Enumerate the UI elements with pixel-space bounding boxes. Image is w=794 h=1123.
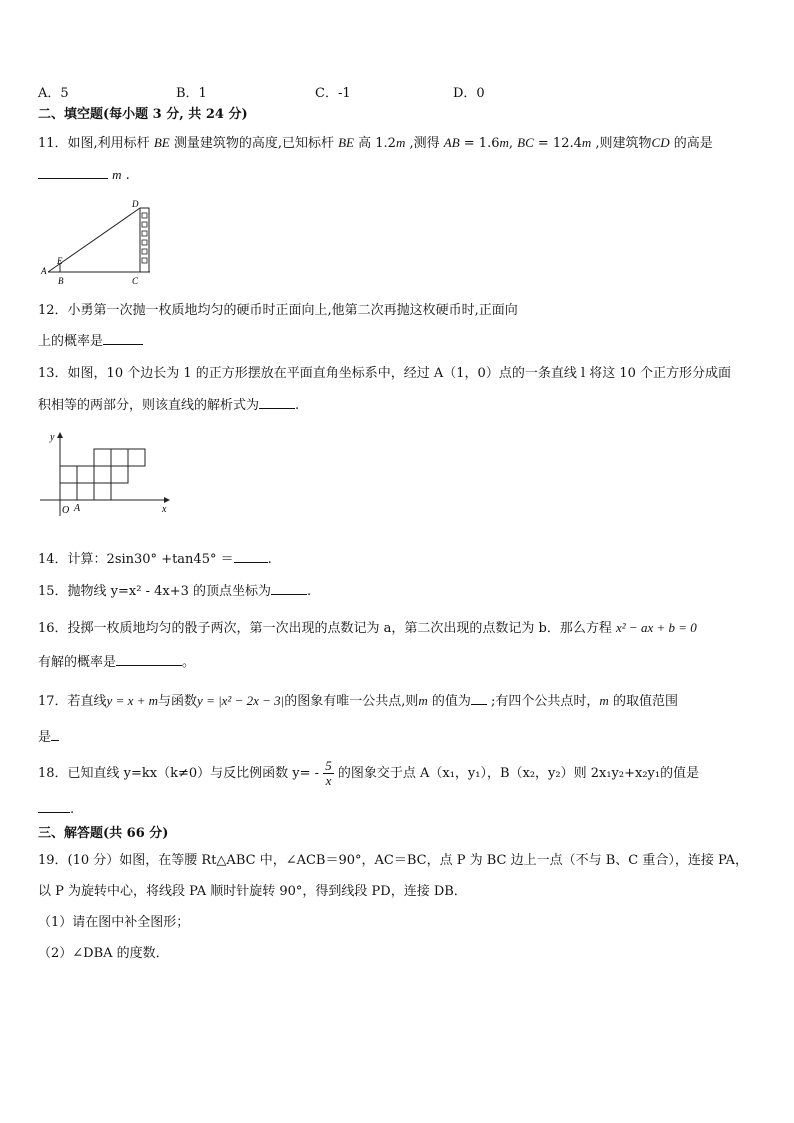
question-14: 14．计算：2sin30° +tan45° ＝ .	[38, 552, 272, 567]
answer-blank[interactable]	[471, 692, 487, 705]
answer-blank[interactable]	[234, 550, 268, 563]
question-16-answer: 有解的概率是 。	[38, 655, 196, 670]
section-title-fill-in: 二、填空题(每小题 3 分, 共 24 分)	[38, 107, 248, 122]
origin-label: O	[62, 505, 70, 516]
axis-y-label: y	[50, 432, 55, 443]
answer-blank[interactable]	[51, 728, 59, 741]
question-18-answer: .	[38, 800, 74, 819]
answer-blank[interactable]	[103, 332, 143, 345]
option-c: C．-1	[315, 86, 351, 101]
question-12: 12．小勇第一次抛一枚质地均匀的硬币时正面向上,他第二次再抛这枚硬币时,正面向	[38, 303, 518, 318]
answer-blank[interactable]	[116, 653, 182, 666]
answer-blank[interactable]	[259, 396, 295, 409]
label-b: B	[58, 276, 64, 286]
label-c: C	[132, 276, 139, 286]
question-11: 11．如图,利用标杆 BE 测量建筑物的高度,已知标杆 BE 高 1.2m ,测得 AB = 1.6m, BC = 12.4m ,则建筑物CD 的高是	[38, 135, 713, 151]
question-13: 13．如图，10 个边长为 1 的正方形摆放在平面直角坐标系中，经过 A（1，0）点的一条直线 l 将这 10 个正方形分成面	[38, 366, 732, 381]
question-13-answer: 积相等的两部分，则该直线的解析式为 .	[38, 398, 300, 413]
question-19: 19．(10 分）如图，在等腰 Rt△ABC 中，∠ACB＝90°，AC＝BC，点 P 为 BC 边上一点（不与 B、C 重合），连接 PA，	[38, 853, 748, 868]
section-title-solutions: 三、解答题(共 66 分)	[38, 826, 169, 841]
figure-squares-grid	[38, 428, 172, 518]
answer-blank[interactable]	[38, 166, 108, 179]
figure-building-measurement	[40, 198, 156, 288]
option-b: B．1	[176, 86, 207, 101]
answer-blank[interactable]	[38, 800, 70, 813]
question-12-answer: 上的概率是	[38, 332, 143, 351]
option-a: A．5	[38, 86, 69, 101]
fraction: $\frac{5}{x}$	[325, 758, 332, 788]
question-17-answer: 是	[38, 728, 59, 747]
label-d: D	[132, 199, 139, 209]
question-19-line2: 以 P 为旋转中心，将线段 PA 顺时针旋转 90°，得到线段 PD，连接 DB．	[38, 884, 467, 899]
question-19-part2: （2）∠DBA 的度数．	[38, 946, 169, 961]
question-17: 17．若直线y = x + m与函数y = |x² − 2x − 3|的图象有唯一公共点,则m 的值为 ;有四个公共点时，m 的取值范围	[38, 693, 678, 709]
option-d: D．0	[453, 86, 485, 101]
question-19-part1: （1）请在图中补全图形；	[38, 915, 190, 930]
question-16: 16．投掷一枚质地均匀的骰子两次，第一次出现的点数记为 a，第二次出现的点数记为 b．那么方程 x² − ax + b = 0	[38, 620, 697, 636]
answer-blank[interactable]	[271, 582, 307, 595]
label-e: E	[57, 256, 63, 266]
question-18: 18．已知直线 y=kx（k≠0）与反比例函数 y= - $\frac{5}{x}$ 的图象交于点 A（x₁，y₁），B（x₂，y₂）则 2x₁y₂+x₂y₁的值是	[38, 758, 700, 788]
question-15: 15．抛物线 y=x² - 4x+3 的顶点坐标为 .	[38, 584, 312, 599]
question-11-answer: m .	[38, 166, 130, 185]
axis-x-label: x	[162, 504, 167, 515]
label-a: A	[41, 266, 47, 276]
point-a-label: A	[74, 503, 81, 514]
